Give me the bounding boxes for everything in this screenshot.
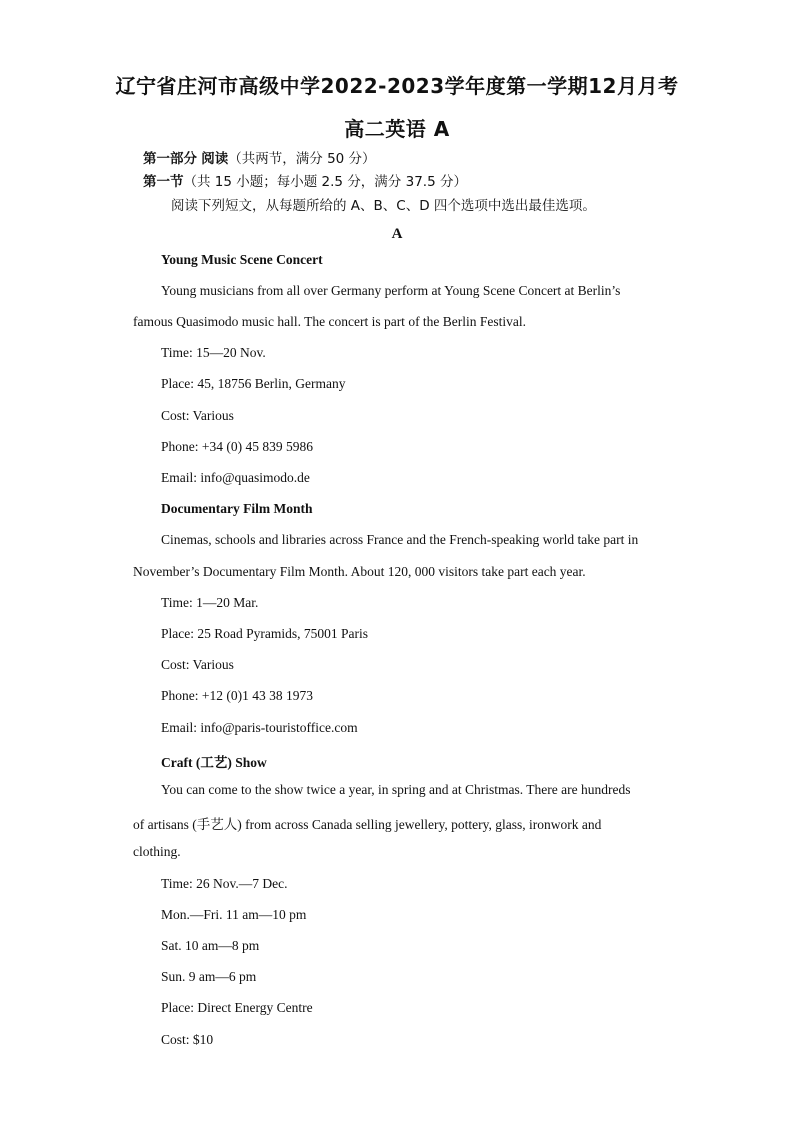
event-hours-weekday: Mon.—Fri. 11 am—10 pm <box>161 907 307 922</box>
event-phone: Phone: +12 (0)1 43 38 1973 <box>161 688 313 703</box>
event-place: Place: 25 Road Pyramids, 75001 Paris <box>161 626 368 641</box>
part-one-note: （共两节，满分 50 分） <box>228 151 376 167</box>
instruction-text: 阅读下列短文，从每题所给的 A、B、C、D 四个选项中选出最佳选项。 <box>171 198 596 214</box>
event-cost: Cost: $10 <box>161 1032 214 1047</box>
event-desc-line: Young musicians from all over Germany perform at Young Scene Concert at Berlin’s <box>161 283 621 298</box>
part-one-name: 阅读 <box>201 151 229 167</box>
event-place: Place: 45, 18756 Berlin, Germany <box>161 376 346 391</box>
part-one-label: 第一部分 <box>143 151 197 167</box>
part-one-heading <box>143 147 376 167</box>
event-heading: Documentary Film Month <box>161 501 313 516</box>
section-one-label: 第一节 <box>143 174 184 190</box>
exam-title: 辽宁省庄河市高级中学2022-2023学年度第一学期12月月考 <box>115 74 679 98</box>
event-desc-line: famous Quasimodo music hall. The concert is part of the Berlin Festival. <box>133 314 527 329</box>
event-cost: Cost: Various <box>161 657 234 672</box>
event-time: Time: 15—20 Nov. <box>161 345 266 360</box>
event-desc-line: November’s Documentary Film Month. About 120, 000 visitors take part each year. <box>133 564 586 579</box>
event-hours-sunday: Sun. 9 am—6 pm <box>161 969 257 984</box>
section-one-heading <box>143 170 467 190</box>
event-desc-line: Cinemas, schools and libraries across France and the French-speaking world take part in <box>161 532 639 547</box>
event-cost: Cost: Various <box>161 408 234 423</box>
event-hours-saturday: Sat. 10 am—8 pm <box>161 938 260 953</box>
event-heading: Craft (工艺) Show <box>161 755 267 770</box>
passage-letter: A <box>391 226 403 242</box>
event-phone: Phone: +34 (0) 45 839 5986 <box>161 439 313 454</box>
event-time: Time: 26 Nov.—7 Dec. <box>161 876 288 891</box>
event-desc-line: clothing. <box>133 844 181 859</box>
section-one-note: （共 15 小题；每小题 2.5 分，满分 37.5 分） <box>183 174 467 190</box>
exam-subtitle: 高二英语 A <box>344 117 450 141</box>
event-email: Email: info@quasimodo.de <box>161 470 310 485</box>
event-place: Place: Direct Energy Centre <box>161 1000 313 1015</box>
event-desc-line: of artisans (手艺人) from across Canada selling jewellery, pottery, glass, ironwork and <box>133 817 602 832</box>
event-heading: Young Music Scene Concert <box>161 252 323 267</box>
event-time: Time: 1—20 Mar. <box>161 595 259 610</box>
event-desc-line: You can come to the show twice a year, in spring and at Christmas. There are hundreds <box>161 782 631 797</box>
event-email: Email: info@paris-touristoffice.com <box>161 720 358 735</box>
